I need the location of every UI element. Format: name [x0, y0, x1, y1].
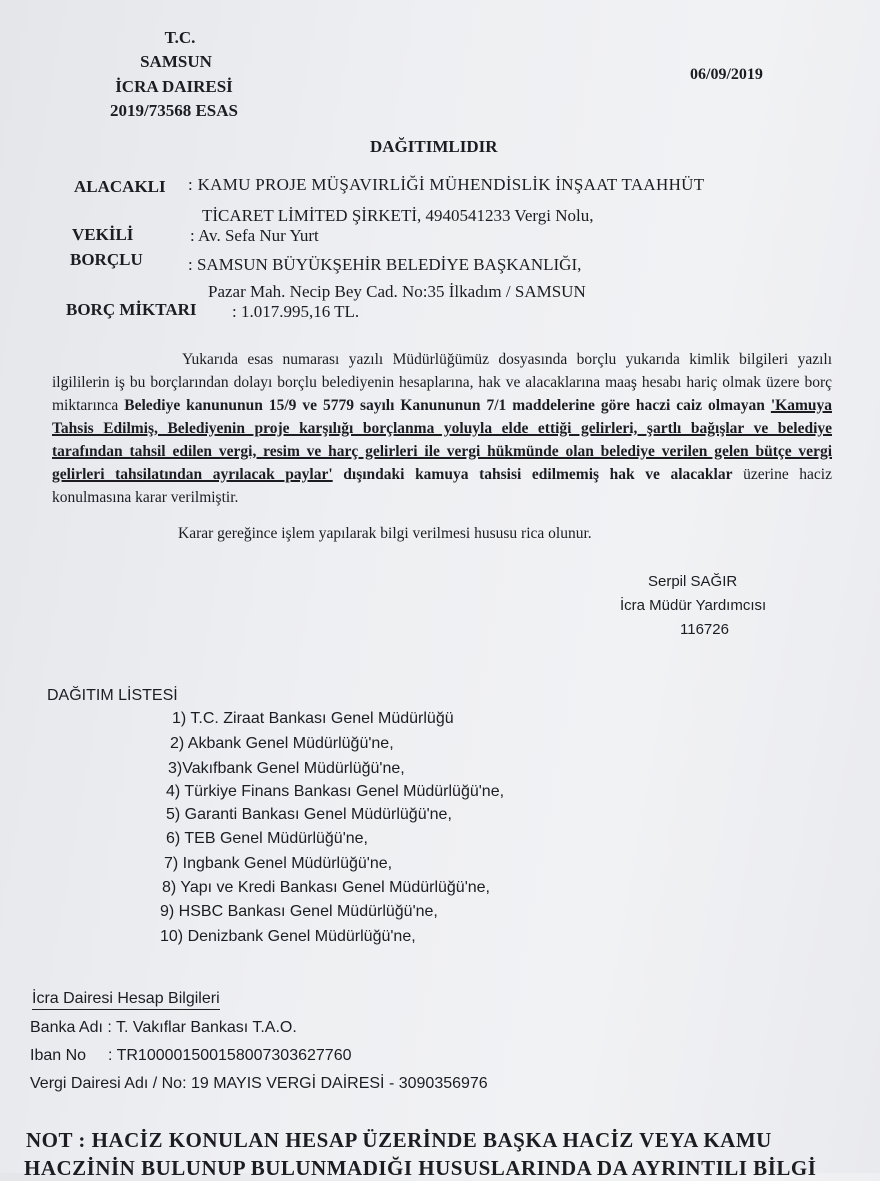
- note-line-2: HACZİNİN BULUNUP BULUNMADIĞI HUSUSLARINDA DA AYRINTILI BİLGİ: [24, 1156, 817, 1180]
- list-item: 2) Akbank Genel Müdürlüğü'ne,: [170, 735, 394, 752]
- header-tc: T.C.: [164, 28, 196, 47]
- borc-miktari-label: BORÇ MİKTARI: [66, 300, 197, 319]
- note-line-1: NOT : HACİZ KONULAN HESAP ÜZERİNDE BAŞKA HACİZ VEYA KAMU: [26, 1128, 772, 1152]
- decision-paragraph: [52, 348, 832, 509]
- bank-info-title: İcra Dairesi Hesap Bilgileri: [32, 990, 220, 1010]
- list-item: 9) HSBC Bankası Genel Müdürlüğü'ne,: [160, 903, 438, 920]
- signer-title: İcra Müdür Yardımcısı: [620, 597, 767, 614]
- tax-office-line: Vergi Dairesi Adı / No: 19 MAYIS VERGİ DAİRESİ - 3090356976: [30, 1075, 488, 1092]
- distribution-title: DAĞITIM LİSTESİ: [47, 687, 178, 704]
- list-item: 3)Vakıfbank Genel Müdürlüğü'ne,: [168, 760, 405, 777]
- bank-name-line: Banka Adı : T. Vakıflar Bankası T.A.O.: [30, 1019, 297, 1036]
- list-item: 1) T.C. Ziraat Bankası Genel Müdürlüğü: [172, 710, 454, 727]
- seizure-target-text: dışındaki kamuya tahsisi edilmemiş hak ve alacaklar: [332, 466, 733, 483]
- excluded-assets-text: 'Kamuya Tahsis Edilmiş, Belediyenin proje karşılığı borçlanma yoluyla elde ettiği gelirleri, şartlı bağışlar ve belediye tarafından tahsil edilen vergi, resim ve harç gelirleri ile vergi hükmünde olan belediye verilen gelen bütçe vergi gelirleri tahsilatından ayrılacak paylar': [52, 397, 832, 483]
- header-city: SAMSUN: [140, 52, 212, 71]
- list-item: 10) Denizbank Genel Müdürlüğü'ne,: [160, 928, 416, 945]
- document-date: 06/09/2019: [690, 66, 763, 83]
- document-title: DAĞITIMLIDIR: [370, 137, 498, 156]
- vekili-value: : Av. Sefa Nur Yurt: [190, 226, 319, 245]
- borclu-address: Pazar Mah. Necip Bey Cad. No:35 İlkadım / SAMSUN: [208, 282, 586, 301]
- signer-name: Serpil SAĞIR: [648, 573, 738, 590]
- borclu-label: BORÇLU: [70, 250, 143, 269]
- signer-number: 116726: [680, 621, 729, 638]
- list-item: 5) Garanti Bankası Genel Müdürlüğü'ne,: [166, 806, 452, 823]
- decision-end-text: üzerine haciz konulmasına karar verilmiştir.: [52, 466, 832, 506]
- header-office: İCRA DAIRESİ: [115, 77, 233, 96]
- iban-label: Iban No: [30, 1047, 87, 1064]
- header-case-number: 2019/73568 ESAS: [110, 101, 238, 120]
- list-item: 7) Ingbank Genel Müdürlüğü'ne,: [164, 855, 393, 872]
- decision-text: Yukarıda esas numarası yazılı Müdürlüğümüz dosyasında borçlu yukarıda kimlik bilgileri yazılı ilgililerin iş bu borçlarından dolayı borçlu belediyenin hesaplarına, hak ve alacaklarına maaş hesabı hariç olmak üzere borç miktarınca: [52, 351, 832, 414]
- alacakli-value-cont: TİCARET LİMİTED ŞİRKETİ, 4940541233 Vergi Nolu,: [202, 206, 594, 225]
- borc-miktari-value: : 1.017.995,16 TL.: [232, 302, 360, 321]
- list-item: 8) Yapı ve Kredi Bankası Genel Müdürlüğü'ne,: [162, 879, 490, 896]
- vekili-label: VEKİLİ: [72, 225, 134, 244]
- alacakli-label: ALACAKLI: [74, 177, 166, 196]
- borclu-value: : SAMSUN BÜYÜKŞEHİR BELEDİYE BAŞKANLIĞI,: [188, 255, 582, 274]
- alacakli-value: : KAMU PROJE MÜŞAVIRLİĞİ MÜHENDİSLİK İNŞAAT TAAHHÜT: [188, 175, 705, 194]
- list-item: 6) TEB Genel Müdürlüğü'ne,: [166, 830, 368, 847]
- request-paragraph: Karar gereğince işlem yapılarak bilgi verilmesi hususu rica olunur.: [178, 525, 592, 542]
- legal-basis-text: Belediye kanununun 15/9 ve 5779 sayılı Kanununun 7/1 maddelerine göre haczi caiz olmayan: [124, 397, 771, 414]
- list-item: 4) Türkiye Finans Bankası Genel Müdürlüğü'ne,: [166, 783, 505, 800]
- iban-value: : TR100001500158007303627760: [108, 1047, 352, 1064]
